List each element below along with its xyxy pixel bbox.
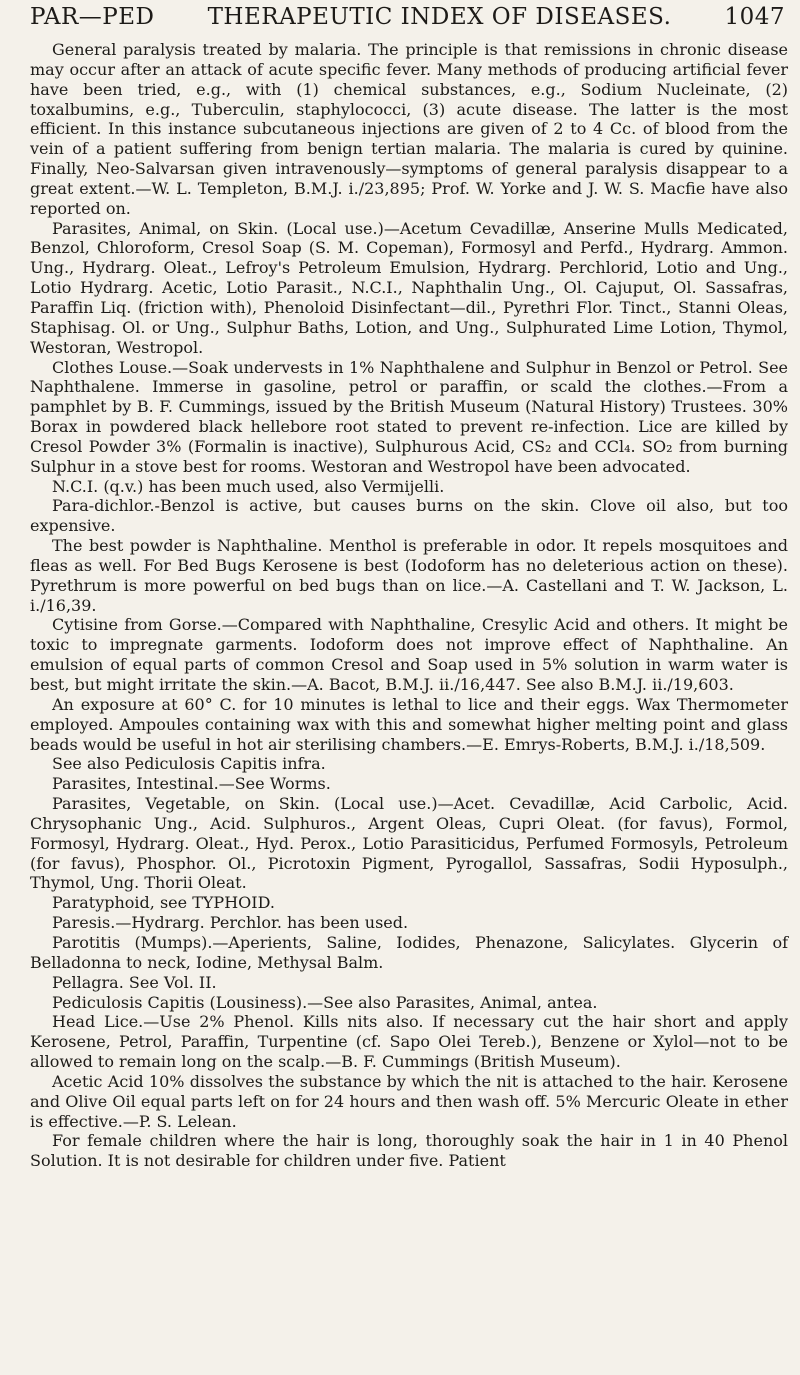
paragraph-parotitis: Parotitis (Mumps).—Aperients, Saline, Iodides, Phenazone, Salicylates. Glycerin of Belladonna to neck, Iodine, Methysal Balm. [30, 932, 788, 972]
paragraph-clothes-louse: Clothes Louse.—Soak undervests in 1% Naphthalene and Sulphur in Benzol or Petrol. See Naphthalene. Immerse in gasoline, petrol or paraffin, or scald the clothes.—From a pamphlet by B. F. Cummings, issued by the British Museum (Natural History) Trustees. 30% Borax in powdered black hellebore root stated to prevent re-infection. Lice are killed by Cresol Powder 3% (Formalin is inactive), Sulphurous Acid, CS₂ and CCl₄. SO₂ from burning Sulphur in a stove best for rooms. Westoran and Westropol have been advocated. [30, 357, 788, 476]
paragraph-pellagra: Pellagra. See Vol. II. [52, 972, 217, 992]
paragraph-parasites-vegetable: Parasites, Vegetable, on Skin. (Local use.)—Acet. Cevadillæ, Acid Carbolic, Acid. Chrysophanic Ung., Acid. Sulphuros., Argent Oleas, Cupri Oleat. (for favus), Formol, Formosyl, Hydrarg. Oleat., Hyd. Perox., Lotio Parasiticidus, Perfumed Formosyls, Petroleum (for favus), Phosphor. Ol., Picrotoxin Pigment, Pyrogallol, Sassafras, Sodii Hyposulph., Thymol, Ung. Thorii Oleat. [30, 794, 788, 893]
paragraph-nci: N.C.I. (q.v.) has been much used, also Vermijelli. [52, 476, 445, 496]
header-section-range: PAR—PED [30, 4, 155, 30]
paragraph-acetic-acid: Acetic Acid 10% dissolves the substance by which the nit is attached to the hair. Kerosene and Olive Oil equal parts left on for 24 hours and then wash off. 5% Mercuric Oleate in ether is effective.—P. S. Lelean. [30, 1071, 788, 1131]
paragraph-pediculosis-capitis: Pediculosis Capitis (Lousiness).—See also Parasites, Animal, antea. [52, 992, 598, 1012]
paragraph-para-dichlor-benzol: Para-dichlor.-Benzol is active, but causes burns on the skin. Clove oil also, but too expensive. [30, 496, 788, 536]
running-header [30, 4, 785, 34]
paragraph-head-lice: Head Lice.—Use 2% Phenol. Kills nits also. If necessary cut the hair short and apply Kerosene, Petrol, Paraffin, Turpentine (cf. Sapo Olei Tereb.), Benzene or Xylol—not to be allowed to remain long on the scalp.—B. F. Cummings (British Museum). [30, 1012, 788, 1072]
paragraph-best-powder: The best powder is Naphthaline. Menthol is preferable in odor. It repels mosquitoes and fleas as well. For Bed Bugs Kerosene is best (Iodoform has no deleterious action on these). Pyrethrum is more powerful on bed bugs than on lice.—A. Castellani and T. W. Jackson, L. i./16,39. [30, 536, 788, 615]
page-number: 1047 [724, 4, 785, 30]
paragraph-cytisine: Cytisine from Gorse.—Compared with Naphthaline, Cresylic Acid and others. It might be toxic to impregnate garments. Iodoform does not improve effect of Naphthaline. An emulsion of equal parts of common Cresol and Soap used in 5% solution in warm water is best, but might irritate the skin.—A. Bacot, B.M.J. ii./16,447. See also B.M.J. ii./19,603. [30, 615, 788, 694]
paragraph-paratyphoid: Paratyphoid, see TYPHOID. [52, 893, 275, 913]
paragraph-parasites-intestinal: Parasites, Intestinal.—See Worms. [52, 774, 331, 794]
paragraph-exposure: An exposure at 60° C. for 10 minutes is lethal to lice and their eggs. Wax Thermometer employed. Ampoules containing wax with this and somewhat higher melting point and glass beads would be useful in hot air sterilising chambers.—E. Emrys-Roberts, B.M.J. i./18,509. [30, 694, 788, 754]
page-body [30, 40, 788, 1171]
paragraph-parasites-animal: Parasites, Animal, on Skin. (Local use.)—Acetum Cevadillæ, Anserine Mulls Medicated, Benzol, Chloroform, Cresol Soap (S. M. Copeman), Formosyl and Perfd., Hydrarg. Ammon. Ung., Hydrarg. Oleat., Lefroy's Petroleum Emulsion, Hydrarg. Perchlorid, Lotio and Ung., Lotio Hydrarg. Acetic, Lotio Parasit., N.C.I., Naphthalin Ung., Ol. Cajuput, Ol. Sassafras, Paraffin Liq. (friction with), Phenoloid Disinfectant—dil., Pyrethri Flor. Tinct., Stanni Oleas, Staphisag. Ol. or Ung., Sulphur Baths, Lotion, and Ung., Sulphurated Lime Lotion, Thymol, Westoran, Westropol. [30, 218, 788, 357]
paragraph-see-also-pediculosis: See also Pediculosis Capitis infra. [52, 754, 326, 774]
paragraph-female-children: For female children where the hair is long, thoroughly soak the hair in 1 in 40 Phenol Solution. It is not desirable for children under five. Patient [30, 1131, 788, 1171]
paragraph-general-paralysis: General paralysis treated by malaria. The principle is that remissions in chronic disease may occur after an attack of acute specific fever. Many methods of producing artificial fever have been tried, e.g., with (1) chemical substances, e.g., Sodium Nucleinate, (2) toxalbumins, e.g., Tuberculin, staphylococci, (3) acute disease. The latter is the most efficient. In this instance subcutaneous injections are given of 2 to 4 Cc. of blood from the vein of a patient suffering from benign tertian malaria. The malaria is cured by quinine. Finally, Neo-Salvarsan given intravenously—symptoms of general paralysis disappear to a great extent.—W. L. Templeton, B.M.J. i./23,895; Prof. W. Yorke and J. W. S. Macfie have also reported on. [30, 40, 788, 218]
header-title: THERAPEUTIC INDEX OF DISEASES. [207, 4, 672, 30]
paragraph-paresis: Paresis.—Hydrarg. Perchlor. has been used. [52, 913, 409, 933]
